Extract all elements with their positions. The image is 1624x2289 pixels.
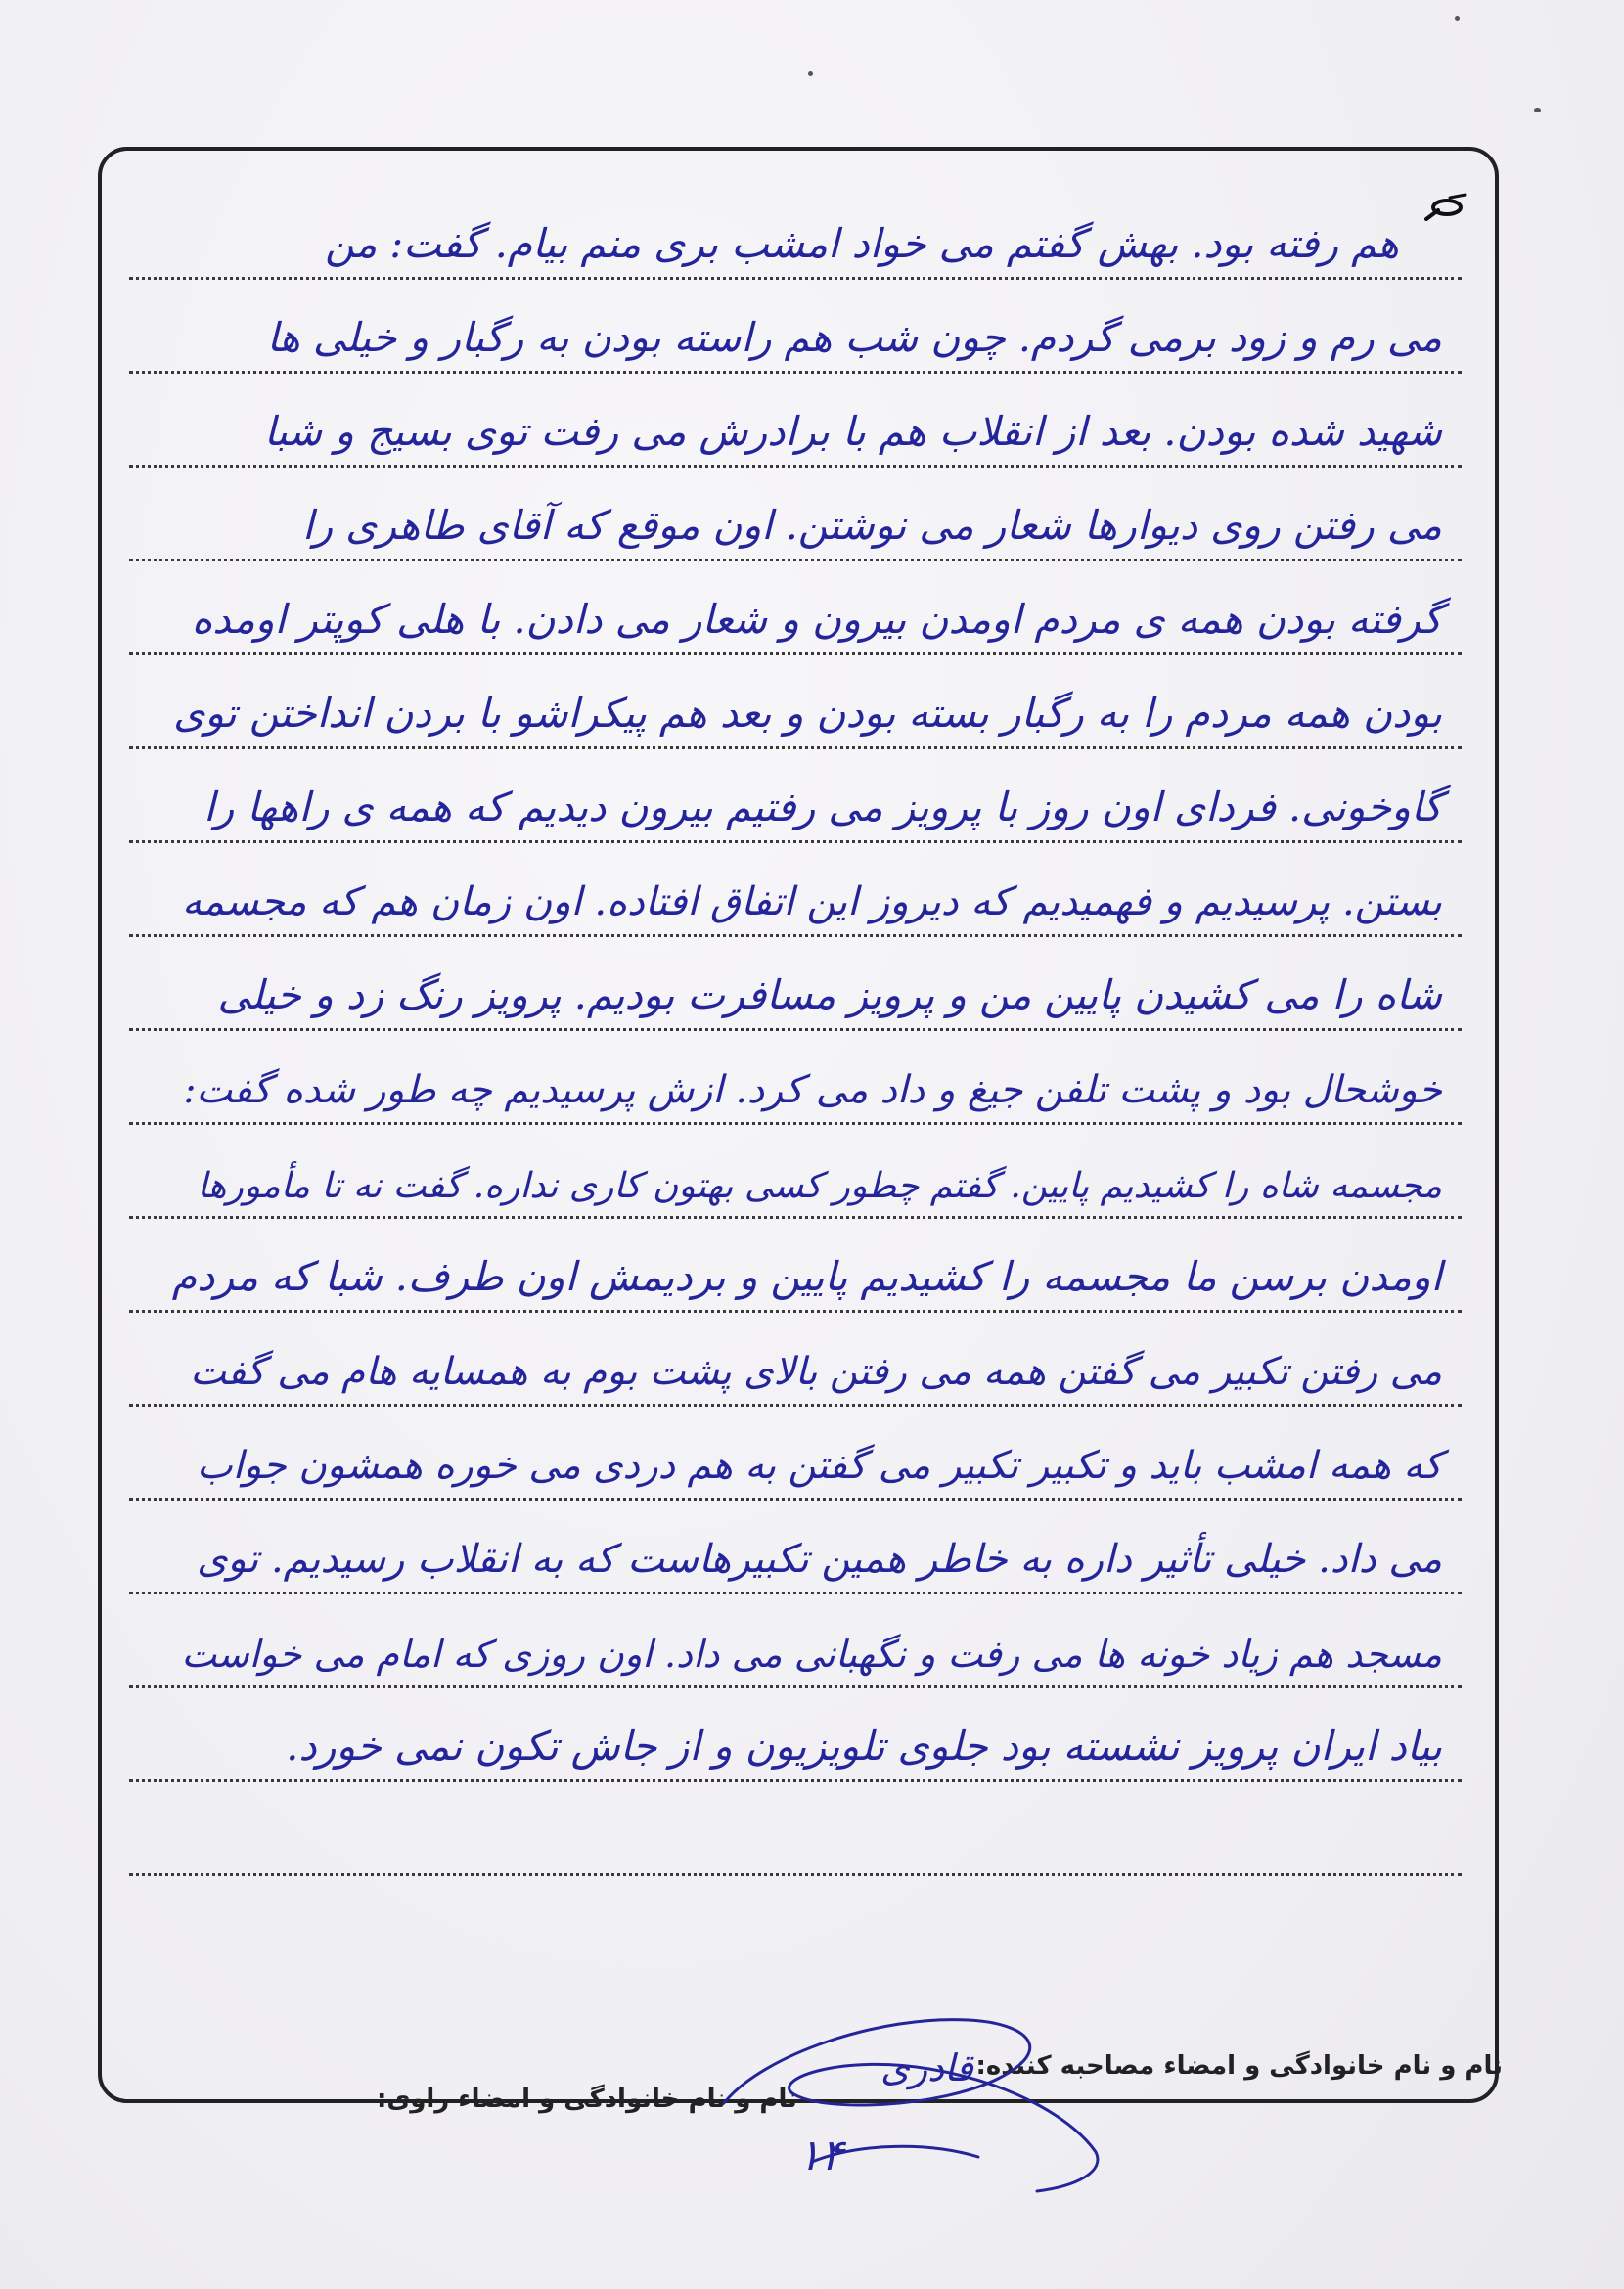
handwritten-line [129,937,1462,1031]
handwritten-line-text: گرفته بودن همه ی مردم اومدن بیرون و شعار می دادن. با هلی کوپتر اومده [191,596,1442,643]
page-number: ۱۴ [797,2131,844,2180]
narrator-label: نام و نام خانوادگی و امضاء راوی: [377,2085,797,2114]
handwritten-line [129,655,1462,749]
handwritten-line [129,1782,1462,1876]
paper-speck [1534,108,1541,112]
handwritten-line-text: مجسمه شاه را کشیدیم پایین. گفتم چطور کسی بهتون کاری نداره. گفت نه تا مأمورها [197,1166,1442,1206]
handwritten-line [129,374,1462,468]
handwritten-line-text: شاه را می کشیدن پایین من و پرویز مسافرت بودیم. پرویز رنگ زد و خیلی [217,971,1442,1018]
paper-speck [808,71,813,76]
handwritten-line-text: بودن همه مردم را به رگبار بسته بودن و بعد هم پیکراشو با بردن انداختن توی [173,690,1442,737]
handwritten-line-text: گاوخونی. فردای اون روز با پرویز می رفتیم بیرون دیدیم که همه ی راهها را [203,784,1442,830]
handwritten-line-text: می رم و زود برمی گردم. چون شب هم راسته بودن به رگبار و خیلی ها [266,314,1442,361]
handwritten-line-text: شهید شده بودن. بعد از انقلاب هم با برادرش می رفت توی بسیج و شبا [263,408,1442,455]
handwritten-line [129,1501,1462,1594]
paper-speck [1455,16,1460,21]
handwritten-line [129,561,1462,655]
handwritten-line-text: می رفتن تکبیر می گفتن همه می رفتن بالای پشت بوم به همسایه هام می گفت [190,1350,1442,1394]
interviewer-signature: قادری [880,2046,973,2089]
handwritten-line-text: بیاد ایران پرویز نشسته بود جلوی تلویزیون و از جاش تکون نمی خورد. [286,1723,1442,1770]
handwritten-line-text: اومدن برسن ما مجسمه را کشیدیم پایین و بردیمش اون طرف. شبا که مردم [171,1253,1442,1300]
handwritten-line-text: که همه امشب باید و تکبیر تکبیر می گفتن به هم دردی می خوره همشون جواب [196,1444,1442,1488]
handwritten-line [129,1594,1462,1688]
handwritten-line [129,749,1462,843]
handwritten-line [129,280,1462,374]
handwritten-line-text: مسجد هم زیاد خونه ها می رفت و نگهبانی می داد. اون روزی که امام می خواست [181,1633,1442,1676]
handwritten-line [129,1688,1462,1782]
handwritten-line [129,468,1462,561]
handwritten-line [129,1313,1462,1407]
handwritten-line-text: هم رفته بود. بهش گفتم می خواد امشب بری منم بیام. گفت: من [325,220,1399,267]
handwritten-line [129,843,1462,937]
interviewer-signature-scribble [704,1996,1174,2201]
handwritten-line [129,1125,1462,1219]
handwritten-line [129,1407,1462,1501]
handwritten-line-text: می داد. خیلی تأثیر داره به خاطر همین تکبیرهاست که به انقلاب رسیدیم. توی [197,1537,1442,1582]
handwritten-line-text: بستن. پرسیدیم و فهمیدیم که دیروز این اتفاق افتاده. اون زمان هم که مجسمه [181,879,1442,924]
handwritten-line [129,1031,1462,1125]
handwritten-line [129,1219,1462,1313]
handwritten-line-text: می رفتن روی دیوارها شعار می نوشتن. اون موقع که آقای طاهری را [301,502,1442,549]
interviewer-label: نام و نام خانوادگی و امضاء مصاحبه کننده: [975,2051,1503,2081]
handwritten-line [129,186,1462,280]
handwritten-body [129,186,1462,1876]
handwritten-line-text: خوشحال بود و پشت تلفن جیغ و داد می کرد. ازش پرسیدیم چه طور شده گفت: [183,1068,1442,1112]
